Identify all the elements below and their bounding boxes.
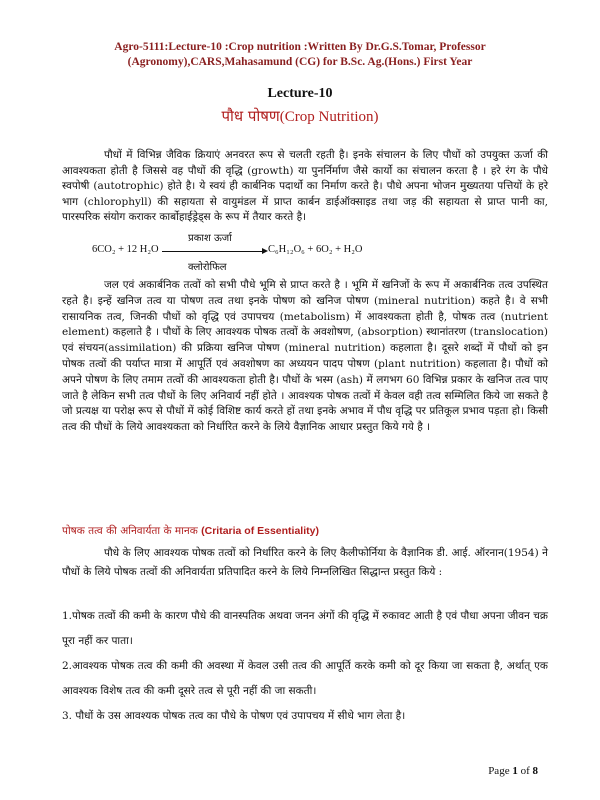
list-item: 3. पौधों के उस आवश्यक पोषक तत्व का पौधे के पोषण एवं उपापचय में सीधे भाग लेता है। xyxy=(62,710,406,722)
list-item: 1.पोषक तत्वों की कमी के कारण पौधे की वानस्पतिक अथवा जनन अंगों की वृद्धि में रुकावट आती है एवं पौधा अपना जीवन चक्र पूरा नहीं कर पाता। xyxy=(62,610,548,647)
title-english: (Crop Nutrition) xyxy=(279,109,379,125)
page-total: 8 xyxy=(532,765,538,777)
page-number: 1 xyxy=(512,765,518,777)
intro-paragraph: पौधों में विभिन्न जैविक क्रियाएं अनवरत रूप से चलती रहती है। इनके संचालन के लिए पौधों को उपयुक्त ऊर्जा की आवश्यकता होती है जिससे वह पौधों की वृद्धि (growth) या पुनर्निर्माण जैसे कार्यो का संचालन करता है । हरे रंग के पौधे स्वपोषी (autotrophic) होते है। ये स्वयं ही कार्बनिक पदार्थो का निर्माण करते है। पौधे अपना भोजन मुख्यतया पत्तियों के हरे भाग (chlorophyll) की सहायता से वायुमंडल में प्राप्त कार्बन डाईऑक्साइड तथा जड़ की सहायता से प्राप्त पानी का, पारस्परिक संयोग कराकर कार्बोहाईड्रेड्स के रूप में तैयार करते है। xyxy=(62,149,548,223)
lecture-number: Lecture-10 xyxy=(267,86,333,101)
equation-below-label: क्लोरोफिल xyxy=(188,262,227,273)
equation-products: C₆H₁₂O₆ + 6O₂ + H₂O xyxy=(268,244,363,255)
page-label: Page xyxy=(488,765,513,777)
equation-above-label: प्रकाश ऊर्जा xyxy=(188,233,232,244)
section-heading-hindi: पोषक तत्व की अनिवार्यता के मानक xyxy=(62,525,202,537)
document-header xyxy=(40,40,560,70)
section-heading xyxy=(62,524,319,538)
header-line-2: (Agronomy),CARS,Mahasamund (CG) for B.Sc. Ag.(Hons.) First Year xyxy=(127,56,473,68)
header-line-1: Agro-5111:Lecture-10 :Crop nutrition :Written By Dr.G.S.Tomar, Professor xyxy=(114,41,486,53)
of-label: of xyxy=(517,765,533,777)
title-hindi: पौध पोषण xyxy=(221,107,280,125)
page-title xyxy=(0,106,600,126)
reaction-arrow-icon xyxy=(162,251,266,252)
page-footer xyxy=(488,765,538,777)
list-item: 2.आवश्यक पोषक तत्व की कमी की अवस्था में केवल उसी तत्व की आपूर्ति करके कमी को दूर किया जा सकता है, अर्थात् एक आवश्यक विशेष तत्व की कमी दूसरे तत्व से पूरी नहीं की जा सकती। xyxy=(62,660,548,697)
mineral-nutrition-paragraph: जल एवं अकार्बनिक तत्वों को सभी पौधे भूमि से प्राप्त करते है । भूमि में खनिजों के रूप में अकार्बनिक तत्व उपस्थित रहते है। इन्हें खनिज तत्व या पोषण तत्व तथा इनके पोषण को खनिज पोषण (mineral nutrition) कहते है। वे सभी रासायनिक तत्व, जिनकी पौधों को वृद्धि एवं उपापचय (metabolism) में आवश्यकता होती है, पोषक तत्व (nutrient element) कहलाते है । पौधों के लिए आवश्यक पोषक तत्वों के अवशोषण, (absorption) स्थानांतरण (translocation) एवं संचयन(assimilation) की प्रक्रिया खनिज पोषण (mineral nutrition) कहलाता है। दूसरे शब्दों में पौधों को इन पोषक तत्वों की पर्याप्त मात्रा में आपूर्ति एवं अवशोषण का अध्ययन पादप पोषण (plant nutrition) कहलाता है। पौधों को अपने पोषण के लिए तमाम तत्वों की आवश्यकता होती है। पौधों के भस्म (ash) में लगभग 60 विभिन्न प्रकार के खनिज तत्व पाए जाते है लेकिन सभी तत्व पौधों के लिए अनिवार्य नहीं होते । आवश्यक पोषक तत्वों में केवल वही तत्व सम्मिलित किये जा सकते है जो प्रत्यक्ष या परोक्ष रूप से पौधों में कोई विशिष्ट कार्य करते हों तथा इनके अभाव में पौध वृद्धि पर प्रतिकूल प्रभाव पड़ता हो। किसी तत्व की पौधों के लिये आवश्यकता को निर्धारित करने के लिये वैज्ञानिक आधार प्रस्तुत किये गये है । xyxy=(62,279,548,434)
section-heading-english: (Critaria of Essentiality) xyxy=(201,525,319,537)
photosynthesis-equation xyxy=(92,233,452,273)
equation-reactants: 6CO₂ + 12 H₂O xyxy=(92,244,159,255)
criteria-intro-paragraph: पौधे के लिए आवश्यक पोषक तत्वों को निर्धारित करने के लिए कैलीफोर्निया के वैज्ञानिक डी. आई. ऑरनान(1954) ने पौधों के लिये पोषक तत्वों की अनिवार्यता प्रतिपादित करने के लिये निम्नलिखित सिद्धान्त प्रस्तुत किये : xyxy=(62,547,548,578)
criteria-list xyxy=(62,604,548,729)
